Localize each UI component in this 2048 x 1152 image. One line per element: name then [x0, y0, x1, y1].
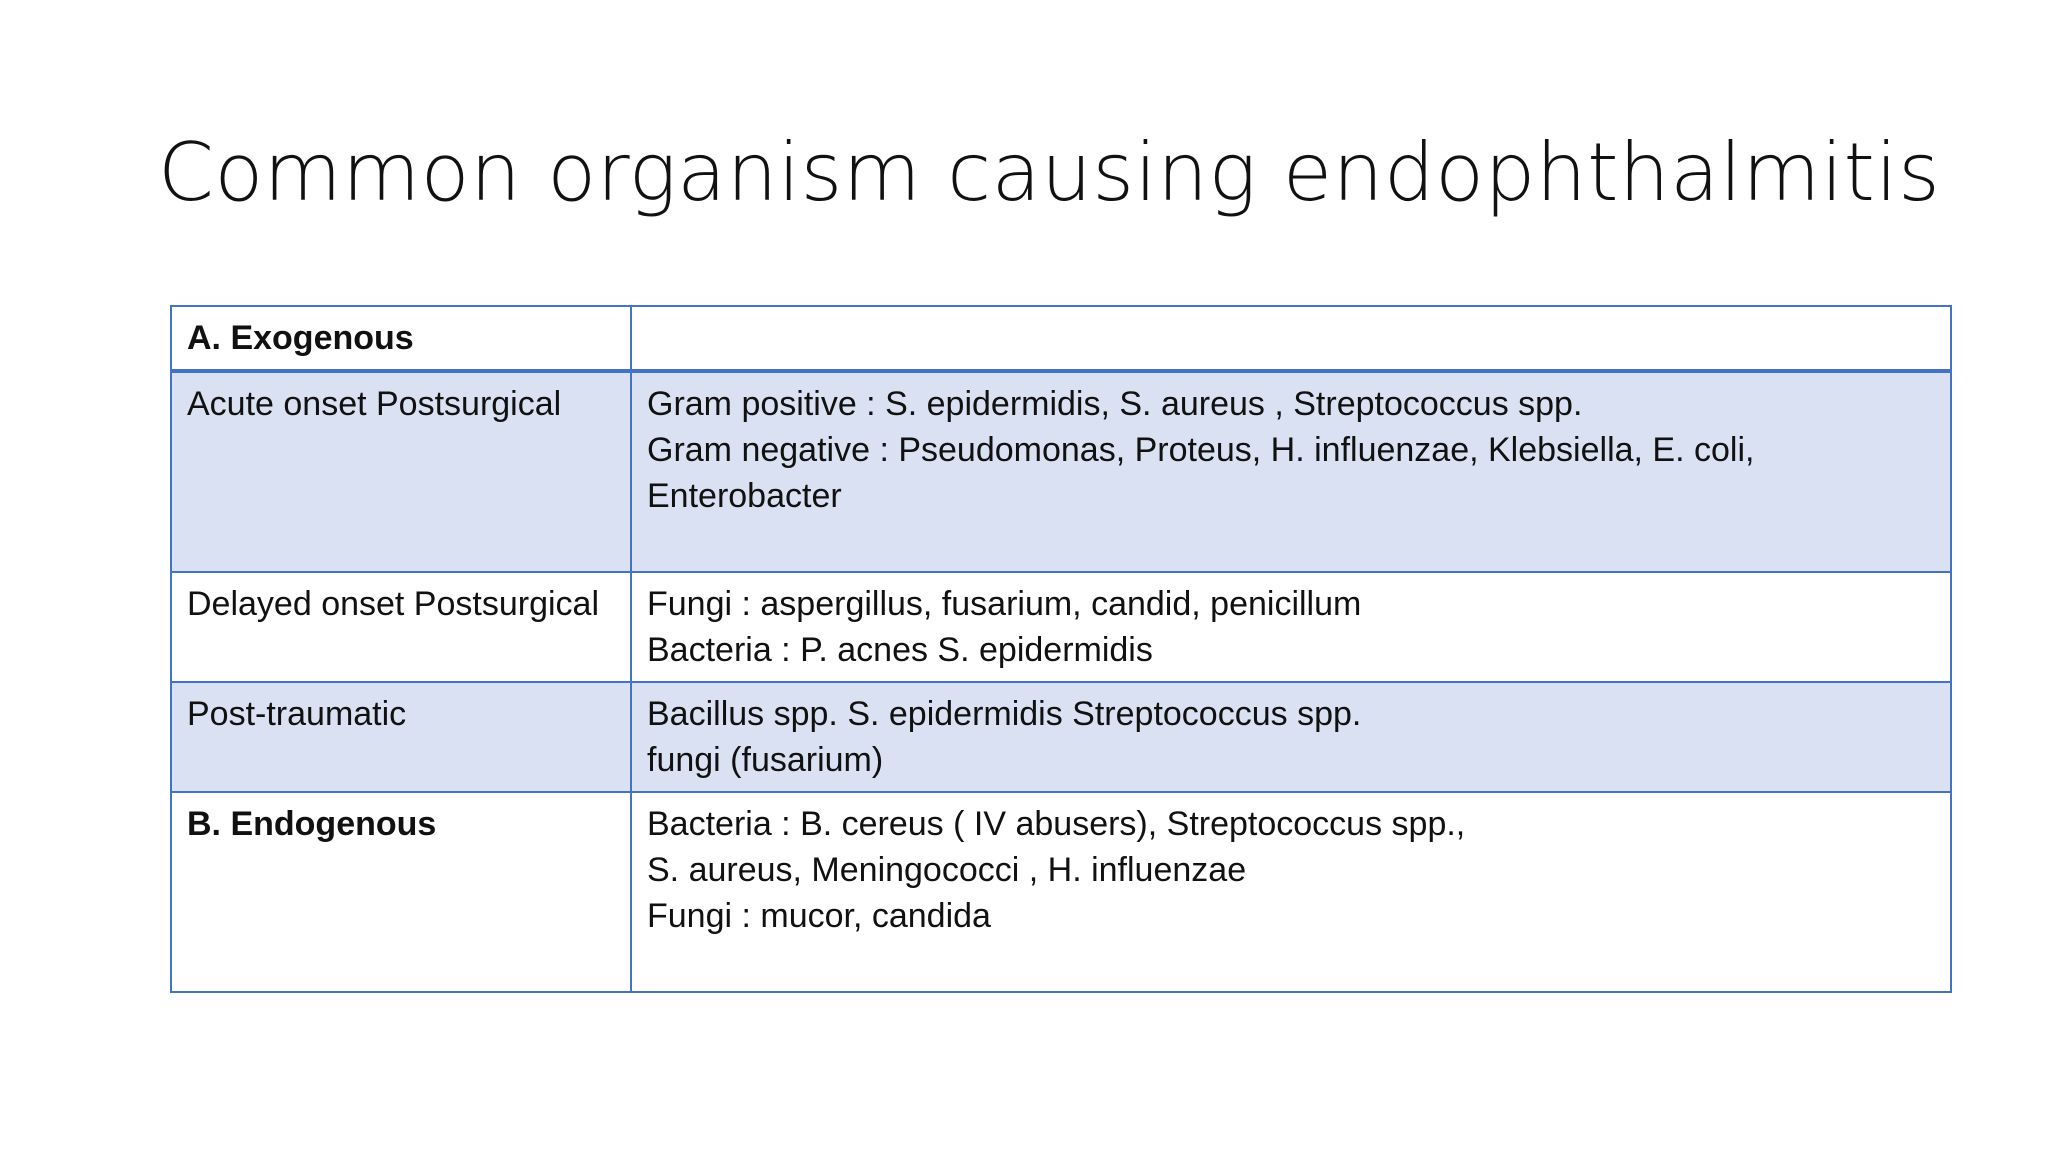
organism-line: fungi (fusarium) [647, 741, 884, 779]
organism-line: S. aureus, Meningococci , H. influenzae [647, 851, 1247, 889]
organism-line: Gram negative : Pseudomonas, Proteus, H. influenzae, Klebsiella, E. coli, [647, 431, 1755, 469]
table-row-acute-postsurgical [171, 371, 1951, 572]
organism-line: Fungi : mucor, candida [647, 897, 991, 935]
organisms-cell [631, 682, 1951, 792]
category-cell: Delayed onset Postsurgical [171, 572, 631, 682]
category-cell: Post-traumatic [171, 682, 631, 792]
organism-table-container [170, 305, 1950, 993]
organisms-cell [631, 572, 1951, 682]
table-row-endogenous [171, 792, 1951, 992]
organism-line: Gram positive : S. epidermidis, S. aureus , Streptococcus spp. [647, 385, 1583, 423]
category-cell-exogenous: A. Exogenous [171, 306, 631, 371]
category-cell-endogenous: B. Endogenous [171, 792, 631, 992]
organisms-cell [631, 792, 1951, 992]
slide-title: Common organism causing endophthalmitis [158, 126, 1941, 219]
table-row-post-traumatic [171, 682, 1951, 792]
organisms-cell [631, 371, 1951, 572]
organism-line: Bacteria : P. acnes S. epidermidis [647, 631, 1153, 669]
category-cell: Acute onset Postsurgical [171, 371, 631, 572]
table-row-delayed-postsurgical [171, 572, 1951, 682]
header-organisms-cell [631, 306, 1951, 371]
organism-table [170, 305, 1952, 993]
organism-line: Fungi : aspergillus, fusarium, candid, penicillum [647, 585, 1362, 623]
organism-line: Bacillus spp. S. epidermidis Streptococcus spp. [647, 695, 1362, 733]
organism-line: Enterobacter [647, 477, 842, 515]
table-header-row [171, 306, 1951, 371]
organism-line: Bacteria : B. cereus ( IV abusers), Streptococcus spp., [647, 805, 1466, 843]
